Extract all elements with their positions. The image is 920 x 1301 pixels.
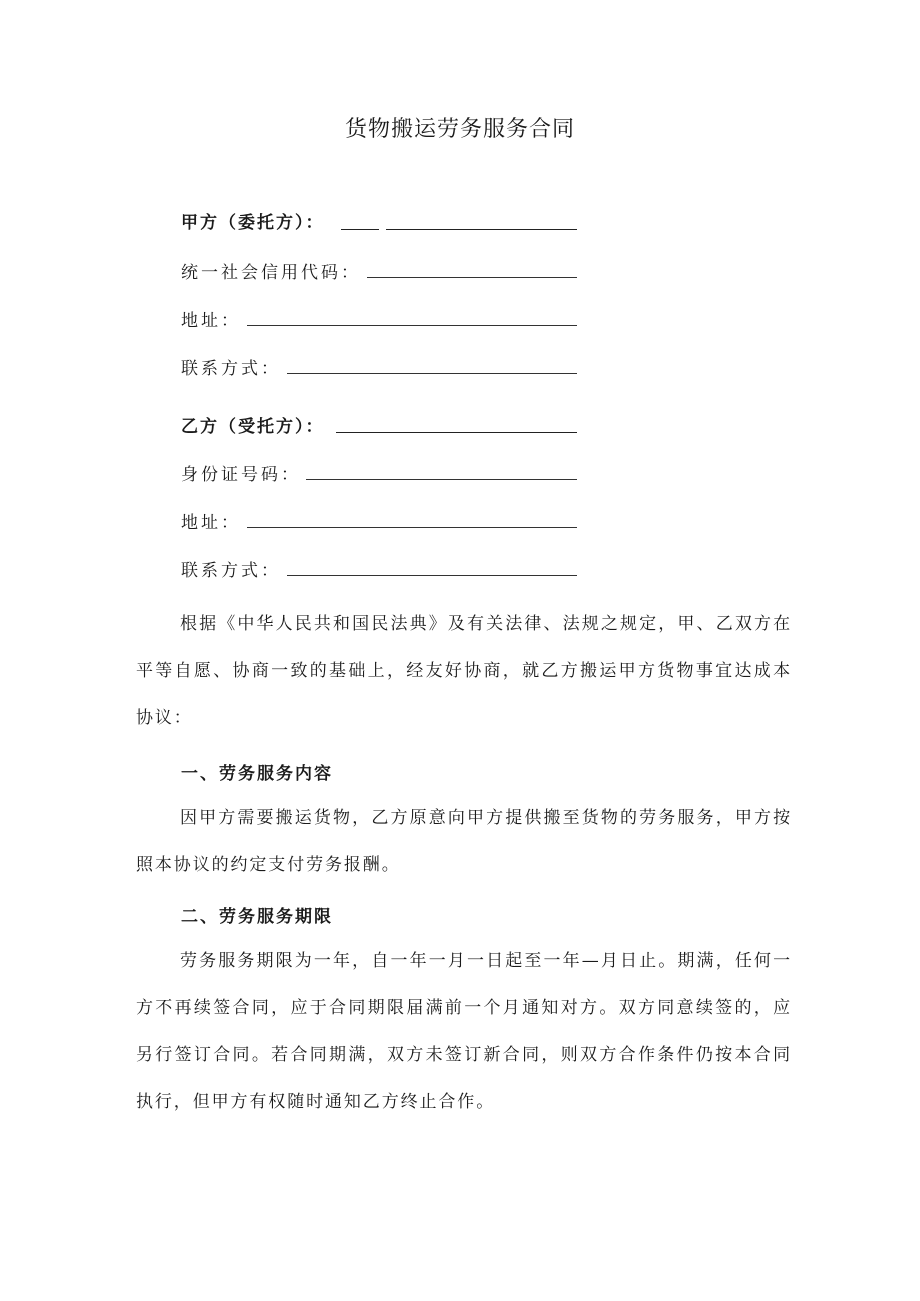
party-b-id-label: 身份证号码： bbox=[181, 465, 301, 485]
party-a-contact-label: 联系方式： bbox=[181, 359, 281, 379]
party-a-credit-code-label: 统一社会信用代码： bbox=[181, 263, 361, 283]
party-b-address-label: 地址： bbox=[181, 513, 241, 533]
party-b-contact-label: 联系方式： bbox=[181, 561, 281, 581]
preamble-paragraph: 根据《中华人民共和国民法典》及有关法律、法规之规定，甲、乙双方在平等自愿、协商一致的基础上，经友好协商，就乙方搬运甲方货物事宜达成本协议： bbox=[136, 614, 792, 728]
party-b-id-blank bbox=[306, 479, 577, 480]
document-title: 货物搬运劳务服务合同 bbox=[344, 117, 575, 142]
section-heading: 一、劳务服务内容 bbox=[181, 764, 333, 784]
party-b-blank bbox=[336, 432, 577, 433]
party-b-contact-blank bbox=[287, 575, 577, 576]
party-a-blank-short bbox=[341, 229, 379, 230]
party-a-label: 甲方（委托方）： bbox=[181, 213, 325, 233]
party-a-contact-blank bbox=[287, 373, 577, 374]
section-heading: 二、劳务服务期限 bbox=[181, 907, 333, 927]
party-a-credit-code-blank bbox=[367, 277, 577, 278]
section-body: 劳务服务期限为一年，自一年一月一日起至一年—月日止。期满，任何一方不再续签合同，应于合同期限届满前一个月通知对方。双方同意续签的，应另行签订合同。若合同期满，双方未签订新合同，则双方合作条件仍按本合同执行，但甲方有权随时通知乙方终止合作。 bbox=[136, 951, 792, 1112]
party-b-label: 乙方（受托方）： bbox=[181, 417, 325, 437]
party-b-address-blank bbox=[247, 527, 577, 528]
party-a-address-blank bbox=[247, 325, 577, 326]
section-body: 因甲方需要搬运货物，乙方原意向甲方提供搬至货物的劳务服务，甲方按照本协议的约定支付劳务报酬。 bbox=[136, 808, 792, 875]
party-a-address-label: 地址： bbox=[181, 311, 241, 331]
party-a-blank bbox=[386, 229, 577, 230]
